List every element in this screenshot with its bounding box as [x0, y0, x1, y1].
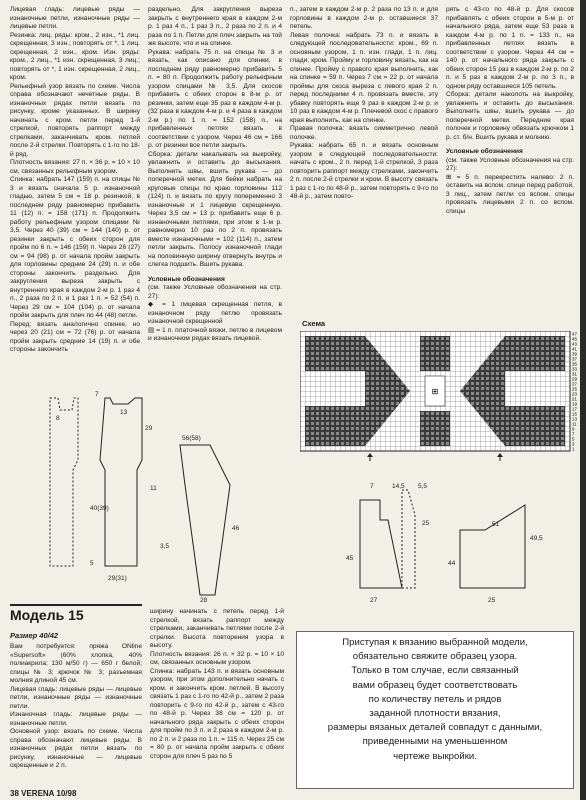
notice-line-6: заданной плотности вязания, — [369, 708, 501, 720]
chart-row-number: 15 — [572, 411, 577, 417]
paragraph-purl-stitch: Изнаночная гладь: лицевые ряды — изнаночные петли. — [10, 711, 142, 727]
paragraph-assembly-15: Сборка: детали наколоть на выкройку, увлажнить и оставить до высыхания. Выполнить швы, вшить рукава — до поперечной метки. Передние края полочек и горловину обвязать крючком 1 р. ст. б/н. Вшить рукава и молнию. — [446, 91, 574, 141]
dim2-bottom2: 25 — [488, 597, 496, 604]
notice-line-1: Приступая к вязанию выбранной модели, — [342, 637, 528, 648]
dim-top: 7 — [95, 391, 99, 398]
dim2-sleeve-h: 44 — [448, 560, 456, 567]
chart-row-number: 25 — [572, 386, 577, 392]
dim-armhole: 29 — [145, 425, 153, 432]
dim2-bottom1: 27 — [370, 597, 378, 604]
paragraph-front: Перед: вязать аналогично спинке, но через 20 (21) см = 72 (76) р. от начала пройм закрыть средние 14 (19) п. и обе стороны закончить — [10, 320, 140, 353]
paragraph-assembly: Сборка: детали накалывать на выкройку, увлажнить и оставить до высыхания. Выполнить швы, вшить рукава — до поперечной метки. Для бейки набрать на круговые спицы по краю горловины 112 (124) п. и вязать по кругу попеременно 3 изнаночные и 1 лицевую скрещенную. Через 3,5 см = 13 р. прибавить еще 6 р. изнаночными петлями, при этом в 1-м р. равномерно 10 раз по 2 п. провязать вместе изнаночными = 102 (114) п., затем петли закрыть. Полосу изнаночной глади на половинную ширину отвернуть внутрь и слегка подшить. Вшить рукава. — [148, 150, 282, 268]
page-edge-shadow — [580, 0, 586, 800]
dim2-top1: 7 — [370, 483, 374, 490]
chart-row-number: 31 — [572, 371, 577, 377]
paragraph-left-front: Левая полочка: набрать 73 п. и вязать в следующей последовательности: кром., 69 п. основным узором, 1 п. изн. глади, 1 п. лиц. глади, кром. Пройму и горловину вязать, как на спинке. Пройму с правого края выполнить, как на спинке = 59 п. Через 7 см = 22 р. от начала проймы для скоса выреза с левого края 2 п. перед последними 4 п. провязать вместе, эту убавку повторять еще 9 раз в каждом 2-м р. и 10 раз в каждом 4-м р. Плечевой скос с правого края выполнить, как на спинке. — [290, 31, 438, 124]
chart-row-number: 43 — [572, 341, 577, 347]
schematic-model-14 — [10, 390, 290, 602]
chart-row-number: 23 — [572, 391, 577, 397]
dim2-sleeve-top: 51 — [492, 521, 500, 528]
chart-row-number: 13 — [572, 416, 577, 422]
chart-row-number: 7 — [572, 431, 575, 437]
paragraph-gauge-15: Плотность вязания: 26 п. × 32 р. = 10 × 10 см, связанных основным узором. — [150, 650, 284, 666]
model-15-title: Модель 15 — [10, 607, 84, 623]
paragraph-relief-pattern: Рельефный узор вязать по схеме. Числа справа обозначают нечетные ряды. В изнаночных рядах петли вязать по рисунку, кроме указанных. В ширину начинать с кром. петли перед 1-й стрелкой, повторять раппорт между стрелками, заканчивать кром. петлей после 2-й стрелки. Повторять с 1-го по 18-й ряд. — [10, 82, 140, 158]
gauge-notice-box — [296, 631, 574, 789]
paragraph-sleeves-15: Рукава: набрать 65 п. и вязать основным узором в следующей последовательности: начать с кром., 2 п. перед 1-й стрелкой, 3 раза повторить раппорт между стрелками, закончить 2 п. после 2-й стрелки и кром. В высоту связать 1 раз с 1-го по 48-й р., затем повторять с 9-го по 48-й р., затем повто- — [290, 142, 438, 200]
chart-row-number: 21 — [572, 396, 577, 402]
paragraph-sleeves: Рукава: набрать 75 п. на спицы № 3 и вязать, как описано для спинки, в последнем ряду равномерно прибавить 5 п. = 80 п. Продолжить работу рельефным узором спицами № 3,5. Для скосов прибавить с обеих сторон в 8-м р. от резинки, затем еще 35 раз в каждом 4-м р. (32 раза в каждом 4-м р. и 4 раза в каждом 2-м р.) по 1 п. = 152 (158) п., на прибавленных петлях вязать в соответствии с узором. Через 46 см = 166 р. от резинки все петли закрыть. — [148, 48, 282, 149]
dim2-top2: 14,5 — [392, 483, 405, 490]
chart-row-number: 33 — [572, 366, 577, 372]
paragraph-rib: Резинка: лиц. ряды: кром., 2 изн., *1 лиц. скрещенная, 3 изн.; повторять от *, 1 лиц. скрещенная, 2 изн., кром. Изн. ряды: кром., 2 лиц., *1 изн. скрещенная, 3 лиц.; повторять от *, 1 изн. скрещенная, 2 лиц., кром. — [10, 31, 140, 81]
dim2-height: 45 — [346, 555, 354, 562]
legend-title-2: Условные обозначения — [446, 148, 523, 155]
legend-item-2: ▤ = 1 п. платочной вязки, петлю в лицевом и изнаночном рядах вязать лицевой. — [148, 326, 282, 342]
dim-body: 40(39) — [90, 505, 109, 512]
paragraph-right-front: Правая полочка: вязать симметрично левой полочке. — [290, 125, 438, 141]
chart-row-number: 3 — [572, 441, 575, 447]
chart-row-number: 19 — [572, 401, 577, 407]
notice-line-5: по количеству петель и рядов — [368, 693, 502, 705]
notice-line-8: приведенными на уменьшенном — [362, 736, 508, 748]
chart-row-number: 37 — [572, 356, 577, 362]
column-1b — [10, 643, 142, 771]
legend-item-cable: ⊞ = 5 п. перекрестить налево: 2 п. оставить на вспом. спице перед работой, 3 лиц., затем петли со вспом. спицы провязать лицевыми 2 п. со вспом. спицы — [446, 173, 574, 215]
dim-rib: 5 — [90, 560, 94, 567]
dim2-top3: 5,5 — [418, 483, 428, 490]
chart-row-number: 35 — [572, 361, 577, 367]
paragraph-pattern-repeat: ширину начинать с петель перед 1-й стрелкой, вязать раппорт между стрелками, заканчивать петлями после 2-й стрелки. Высота повторения узора в высоту. — [150, 608, 284, 649]
model-15-size: Размер 40/42 — [10, 631, 59, 640]
legend-title: Условные обозначения — [148, 275, 225, 283]
column-2 — [148, 6, 282, 344]
dim2-w49: 49,5 — [530, 535, 543, 542]
notice-line-9: чертеже выкройки. — [393, 750, 477, 762]
dim-neck: 13 — [120, 409, 128, 416]
dim-sleeve-height: 46 — [232, 525, 240, 532]
paragraph-face-stitch: Лицевая гладь: лицевые ряды — изнаночные петли, изнаночные ряды — лицевые петли. — [10, 6, 140, 30]
paragraph-back-shoulders: п., затем в каждом 2-м р. 2 раза по 13 п. и для горловины в каждом 2-м р. оставшиеся 37 петель. — [290, 6, 438, 30]
chart-arrows — [367, 453, 503, 461]
chart-row-number: 39 — [572, 351, 577, 357]
legend-item-1: ◆ = 1 лицевая скрещенная петля, в изнаночном ряду петлю провязать изнаночной скрещенной — [148, 301, 282, 325]
legend-note-2: (см. также Условные обозначения на стр. 27): — [446, 156, 574, 172]
chart-row-number: 29 — [572, 376, 577, 382]
paragraph-back: Спинка: набрать 147 (159) п. на спицы № 3 и вязать сначала 5 р. изнаночной гладью, затем 5 см = 18 р. резинкой, в последнем ряду равномерно прибавить 11 (12) п. = 158 (171) п. Продолжить работу рельефным узором спицами № 3,5. Через 40 (39) см = 144 (140) р. от резинки закрыть с обеих сторон для пройм по 6 п. = 146 (159) п. Через 26 (27) см = 94 (98) р. от начала пройм закрыть для горловины средние 24 (29) п. и обе стороны закончить раздельно. Для закругления выреза закрыть с внутреннего края в каждом 2-м р. 1 раз 4 п., 2 раза по 2 п. и 1 раз 1 п. = 52 (54) п. Через 29 см = 104 (104) р. от начала пройм закрыть для плеч по 44 (48) петли. — [10, 176, 140, 319]
dim-side: 11 — [150, 485, 157, 492]
schematic-model-15 — [340, 470, 580, 610]
chart-row-number: 17 — [572, 406, 577, 412]
chart-row-number: 5 — [572, 436, 575, 442]
dim-bottom: 29(31) — [108, 575, 127, 582]
svg-text:⊞: ⊞ — [431, 387, 439, 396]
knitting-chart — [300, 331, 584, 463]
paragraph-back-15: Спинка: набрать 143 п. и вязать основным узором, при этом дополнительно начать с кром. и закончить кром. петлей. В высоту связать 1 раз с 1-го по 42-й р., затем 2 раза повторить с 9-го по 42-й р., затем с 43-го по 48-й р. Через 38 см = 120 р. от начального ряда закрыть с обеих сторон для пройм по 3 п. и 2 раза в каждом 2-м р. по 2 п. и 2 раза по 1 п. = 115 п. Через 25 см = 80 р. от начала пройм закрыть с обеих сторон для плеч 5 раз по 5 — [150, 667, 284, 760]
dim2-side: 25 — [422, 520, 430, 527]
model-15-rule — [10, 604, 142, 606]
paragraph-gauge: Плотность вязания: 27 п. × 36 р. = 10 × 10 см, связанных рельефным узором. — [10, 159, 140, 175]
chart-row-number: 9 — [572, 426, 575, 432]
column-2b — [150, 608, 284, 761]
page-footer: 38 VERENA 10/98 — [10, 789, 77, 798]
column-4 — [446, 6, 574, 216]
column-1 — [10, 6, 140, 355]
chart-row-number: 41 — [572, 346, 577, 352]
dim-sleeve-bottom: 28 — [200, 597, 208, 602]
chart-row-number: 27 — [572, 381, 577, 387]
paragraph-main-pattern: Основной узор: вязать по схеме. Числа справа обозначают лицевые ряды. В изнаночных рядах петли вязать по рисунку, изнаночные — лицевые скрещенные и 2 п. — [10, 728, 142, 769]
schema-label: Схема — [302, 319, 326, 328]
column-3 — [290, 6, 438, 202]
paragraph-face-stitch-15: Лицевая гладь: лицевые ряды — лицевые петли, изнаночные ряды — изнаночные петли. — [10, 685, 142, 710]
paragraph-sleeve-increase: рять с 43-го по 48-й р. Для скосов прибавлять с обеих сторон в 5-м р. от начального ряда, затем еще 53 раза в каждом 4-м р. по 1 п. = 133 п., на прибавленных петлях вязать в соответствии с узором. Через 44 см = 140 р. от начального ряда закрыть с обеих сторон 15 раз в каждом 2-м р. по 2 п. и 5 раз в каждом 2-м р. по 3 п., в одном ряду оставшиеся 105 петель. — [446, 6, 574, 90]
dim-front-top: 8 — [56, 415, 60, 422]
paragraph-front-cont: раздельно. Для закругления выреза закрыть с внутреннего края в каждом 2-м р. 1 раз 4 п., 1 раз 3 п., 2 раза по 2 п. и 4 раза по 1 п. Петли для плеч закрыть на той же высоте, что и на спинке. — [148, 6, 282, 47]
notice-line-4: вами образец будет соответствовать — [352, 679, 518, 691]
chart-row-number: 1 — [572, 446, 575, 452]
legend-note: (см. также Условные обозначения на стр. 27): — [148, 284, 282, 300]
dim-sleeve-top: 56(58) — [182, 435, 201, 442]
chart-row-number: 47 — [572, 331, 577, 337]
notice-line-2: обязательно свяжите образец узора. — [352, 651, 518, 663]
chart-row-number: 45 — [572, 336, 577, 342]
notice-line-3: Только в том случае, если связанный — [351, 665, 519, 677]
paragraph-materials: Вам потребуется: пряжа ONline «Supersoft» (60% хлопка, 40% полиакрила; 130 м/50 г) — 650 г белой; спицы № 3; крючок № 3; разъемная молния длиной 45 см. — [10, 643, 142, 684]
chart-row-number: 11 — [572, 421, 577, 427]
notice-line-7: размеры вязаных деталей совпадут с данными, — [327, 722, 543, 734]
chart-row-numbers — [572, 331, 577, 451]
dim-sleeve-rib: 3,5 — [160, 543, 170, 550]
